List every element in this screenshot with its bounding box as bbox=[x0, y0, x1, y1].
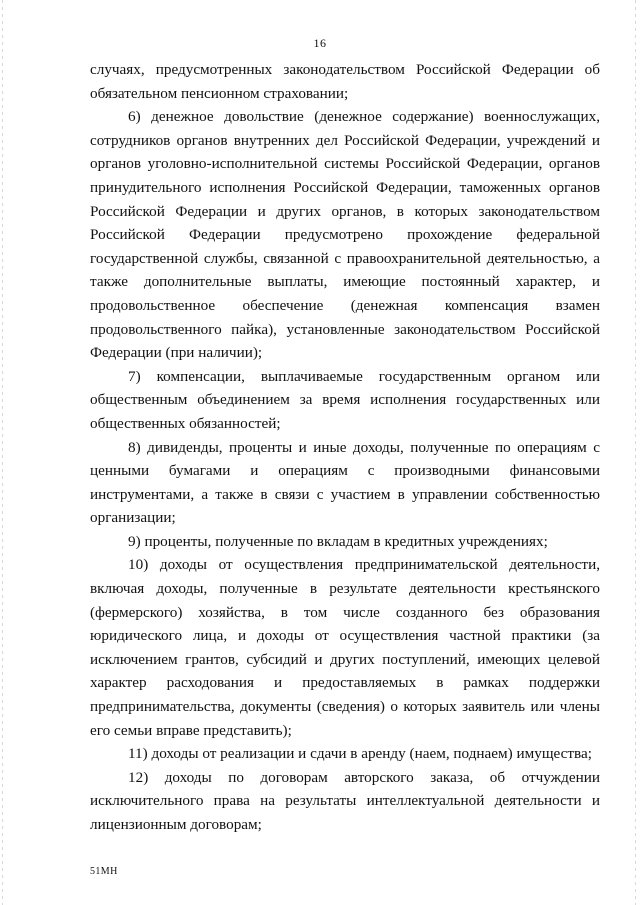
paragraph-item-12: 12) доходы по договорам авторского заказа, об отчуждении исключительного права на результаты интеллектуальной деятельности и лицензионным договорам; bbox=[90, 768, 600, 833]
paragraph-item-10: 10) доходы от осуществления предпринимательской деятельности, включая доходы, полученные в результате деятельности крестьянского (фермерского) хозяйства, в том числе созданного без образования юридического лица, и доходы от осуществления частной практики (за исключением грантов, субсидий и других поступлений, имеющих целевой характер расходования и предоставляемых в рамках поддержки предпринимательства, документы (сведения) о которых заявитель или члены его семьи вправе представить); bbox=[90, 556, 600, 739]
document-body bbox=[90, 58, 600, 837]
footer-document-code: 51МН bbox=[90, 866, 118, 877]
paragraph-continuation: случаях, предусмотренных законодательством Российской Федерации об обязательном пенсионном страховании; bbox=[90, 61, 600, 102]
paragraph-item-11: 11) доходы от реализации и сдачи в аренду (наем, поднаем) имущества; bbox=[128, 745, 592, 763]
paragraph-item-9: 9) проценты, полученные по вкладам в кредитных учреждениях; bbox=[128, 532, 548, 550]
scan-edge-right bbox=[635, 0, 636, 905]
paragraph-item-6: 6) денежное довольствие (денежное содержание) военнослужащих, сотрудников органов внутренних дел Российской Федерации, учреждений и органов уголовно-исполнительной системы Российской Федерации, органов принудительного исполнения Российской Федерации, таможенных органов Российской Федерации и других органов, в которых законодательством Российской Федерации предусмотрено прохождение федеральной государственной службы, связанной с правоохранительной деятельностью, а также дополнительные выплаты, имеющие постоянный характер, и продовольственное обеспечение (денежная компенсация взамен продовольственного пайка), установленные законодательством Российской Федерации (при наличии); bbox=[90, 108, 600, 362]
page-number: 16 bbox=[313, 36, 327, 50]
paragraph-item-8: 8) дивиденды, проценты и иные доходы, полученные по операциям с ценными бумагами и операциям с производными финансовыми инструментами, а также в связи с участием в управлении собственностью организации; bbox=[90, 438, 600, 527]
paragraph-item-7: 7) компенсации, выплачиваемые государственным органом или общественным объединением за время исполнения государственных или общественных обязанностей; bbox=[90, 367, 600, 432]
scan-edge-left bbox=[2, 0, 3, 905]
